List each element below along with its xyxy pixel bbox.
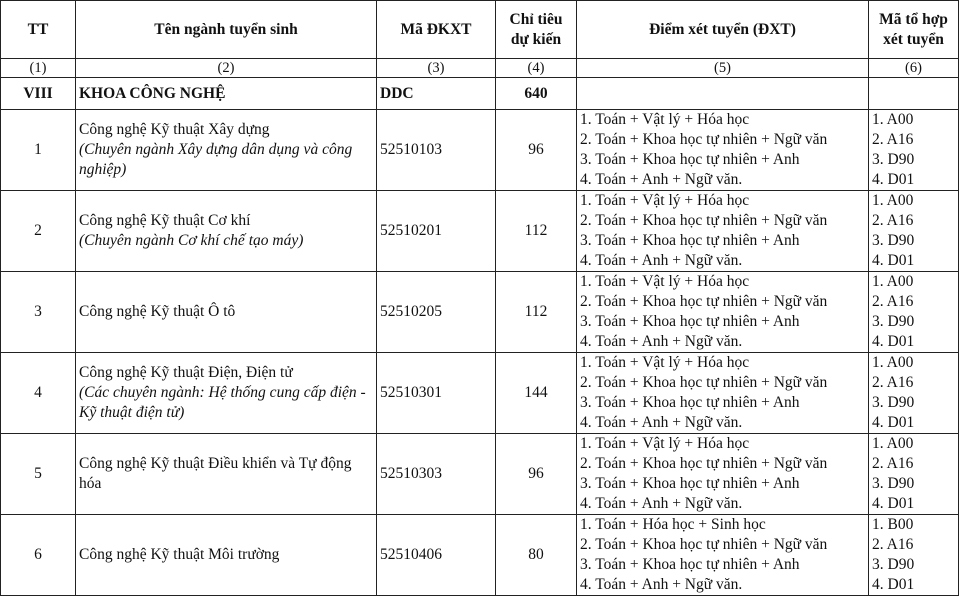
row-subjects: [577, 434, 869, 515]
subject-combination: 4. Toán + Anh + Ngữ văn.: [580, 576, 743, 593]
combination-code: 1. A00: [872, 273, 914, 290]
subject-combination: 2. Toán + Khoa học tự nhiên + Ngữ văn: [580, 293, 828, 310]
column-number: (6): [869, 59, 959, 78]
table-row: [1, 515, 959, 596]
combination-code: 4. D01: [872, 171, 915, 188]
combination-code: 3. D90: [872, 556, 915, 573]
column-number: (3): [377, 59, 496, 78]
combination-code: 4. D01: [872, 414, 915, 431]
combination-code: 2. A16: [872, 374, 914, 391]
subject-combination: 3. Toán + Khoa học tự nhiên + Anh: [580, 313, 800, 330]
row-tt: 4: [1, 353, 76, 434]
combination-code: 1. A00: [872, 354, 914, 371]
row-quota: 96: [496, 110, 577, 191]
header-criteria: Điểm xét tuyển (ĐXT): [577, 1, 869, 59]
row-code: 52510205: [377, 272, 496, 353]
row-quota: 112: [496, 191, 577, 272]
combination-code: 3. D90: [872, 394, 915, 411]
header-tt: TT: [1, 1, 76, 59]
program-note: (Chuyên ngành Xây dựng dân dụng và công nghiệp): [79, 141, 353, 178]
combination-code: 2. A16: [872, 536, 914, 553]
row-combos: [869, 110, 959, 191]
table-row: [1, 110, 959, 191]
program-name: Công nghệ Kỹ thuật Xây dựng: [79, 121, 270, 138]
column-number: (4): [496, 59, 577, 78]
header-combo: Mã tổ hợp xét tuyển: [869, 1, 959, 59]
subject-combination: 1. Toán + Vật lý + Hóa học: [580, 354, 750, 371]
row-tt: 5: [1, 434, 76, 515]
subject-combination: 1. Toán + Hóa học + Sinh học: [580, 516, 766, 533]
section-criteria-empty: [577, 78, 869, 110]
row-code: 52510301: [377, 353, 496, 434]
row-program-name: [76, 272, 377, 353]
row-combos: [869, 272, 959, 353]
combination-code: 4. D01: [872, 252, 915, 269]
subject-combination: 2. Toán + Khoa học tự nhiên + Ngữ văn: [580, 536, 828, 553]
subject-combination: 1. Toán + Vật lý + Hóa học: [580, 192, 750, 209]
row-quota: 112: [496, 272, 577, 353]
combination-code: 2. A16: [872, 212, 914, 229]
row-quota: 80: [496, 515, 577, 596]
row-combos: [869, 515, 959, 596]
combination-code: 4. D01: [872, 333, 915, 350]
subject-combination: 3. Toán + Khoa học tự nhiên + Anh: [580, 556, 800, 573]
table-row: [1, 191, 959, 272]
combination-code: 4. D01: [872, 576, 915, 593]
row-program-name: [76, 434, 377, 515]
combination-code: 3. D90: [872, 151, 915, 168]
section-tt: VIII: [1, 78, 76, 110]
program-name: Công nghệ Kỹ thuật Ô tô: [79, 303, 236, 320]
subject-combination: 3. Toán + Khoa học tự nhiên + Anh: [580, 475, 800, 492]
row-subjects: [577, 515, 869, 596]
row-combos: [869, 353, 959, 434]
row-code: 52510303: [377, 434, 496, 515]
row-code: 52510201: [377, 191, 496, 272]
combination-code: 1. B00: [872, 516, 914, 533]
column-number: (5): [577, 59, 869, 78]
subject-combination: 4. Toán + Anh + Ngữ văn.: [580, 333, 743, 350]
row-subjects: [577, 191, 869, 272]
table-row: [1, 353, 959, 434]
combination-code: 2. A16: [872, 455, 914, 472]
column-number: (1): [1, 59, 76, 78]
header-code: Mã ĐKXT: [377, 1, 496, 59]
subject-combination: 1. Toán + Vật lý + Hóa học: [580, 273, 750, 290]
row-subjects: [577, 272, 869, 353]
row-program-name: [76, 515, 377, 596]
combination-code: 2. A16: [872, 131, 914, 148]
combination-code: 3. D90: [872, 313, 915, 330]
column-number: (2): [76, 59, 377, 78]
row-tt: 6: [1, 515, 76, 596]
subject-combination: 4. Toán + Anh + Ngữ văn.: [580, 252, 743, 269]
subject-combination: 2. Toán + Khoa học tự nhiên + Ngữ văn: [580, 455, 828, 472]
row-tt: 2: [1, 191, 76, 272]
row-program-name: [76, 353, 377, 434]
row-subjects: [577, 110, 869, 191]
combination-code: 2. A16: [872, 293, 914, 310]
combination-code: 4. D01: [872, 495, 915, 512]
row-quota: 96: [496, 434, 577, 515]
subject-combination: 4. Toán + Anh + Ngữ văn.: [580, 414, 743, 431]
program-note: (Các chuyên ngành: Hệ thống cung cấp điện - Kỹ thuật điện tử): [79, 384, 366, 421]
table-row: [1, 272, 959, 353]
section-row: [1, 78, 959, 110]
program-name: Công nghệ Kỹ thuật Cơ khí: [79, 212, 251, 229]
row-combos: [869, 191, 959, 272]
subject-combination: 4. Toán + Anh + Ngữ văn.: [580, 171, 743, 188]
row-code: 52510103: [377, 110, 496, 191]
row-tt: 1: [1, 110, 76, 191]
row-code: 52510406: [377, 515, 496, 596]
header-name: Tên ngành tuyển sinh: [76, 1, 377, 59]
combination-code: 3. D90: [872, 232, 915, 249]
combination-code: 1. A00: [872, 192, 914, 209]
column-number-row: [1, 59, 959, 78]
subject-combination: 1. Toán + Vật lý + Hóa học: [580, 111, 750, 128]
section-name: KHOA CÔNG NGHỆ: [76, 78, 377, 110]
section-code: DDC: [377, 78, 496, 110]
row-quota: 144: [496, 353, 577, 434]
section-combo-empty: [869, 78, 959, 110]
combination-code: 1. A00: [872, 111, 914, 128]
subject-combination: 3. Toán + Khoa học tự nhiên + Anh: [580, 394, 800, 411]
subject-combination: 4. Toán + Anh + Ngữ văn.: [580, 495, 743, 512]
row-program-name: [76, 110, 377, 191]
program-name: Công nghệ Kỹ thuật Điện, Điện tử: [79, 364, 293, 381]
row-tt: 3: [1, 272, 76, 353]
subject-combination: 3. Toán + Khoa học tự nhiên + Anh: [580, 232, 800, 249]
combination-code: 1. A00: [872, 435, 914, 452]
program-note: (Chuyên ngành Cơ khí chế tạo máy): [79, 232, 304, 249]
program-name: Công nghệ Kỹ thuật Điều khiển và Tự động hóa: [79, 455, 352, 492]
subject-combination: 2. Toán + Khoa học tự nhiên + Ngữ văn: [580, 131, 828, 148]
program-name: Công nghệ Kỹ thuật Môi trường: [79, 546, 280, 563]
table-row: [1, 434, 959, 515]
subject-combination: 2. Toán + Khoa học tự nhiên + Ngữ văn: [580, 212, 828, 229]
section-quota: 640: [496, 78, 577, 110]
row-combos: [869, 434, 959, 515]
combination-code: 3. D90: [872, 475, 915, 492]
subject-combination: 3. Toán + Khoa học tự nhiên + Anh: [580, 151, 800, 168]
subject-combination: 2. Toán + Khoa học tự nhiên + Ngữ văn: [580, 374, 828, 391]
subject-combination: 1. Toán + Vật lý + Hóa học: [580, 435, 750, 452]
header-row: [1, 1, 959, 59]
header-quota: Chỉ tiêu dự kiến: [496, 1, 577, 59]
row-program-name: [76, 191, 377, 272]
row-subjects: [577, 353, 869, 434]
